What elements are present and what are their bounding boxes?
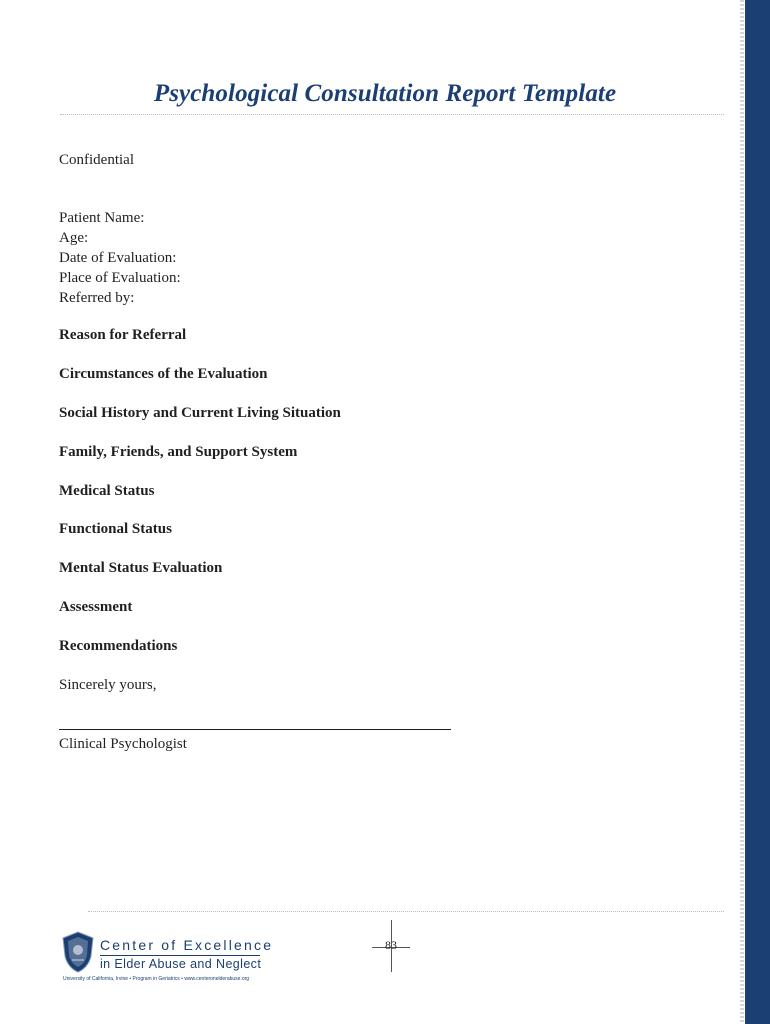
section-reason-for-referral: Reason for Referral (59, 327, 187, 343)
field-place-of-evaluation: Place of Evaluation: (59, 270, 181, 286)
page-number: 83 (385, 938, 397, 952)
closing-text: Sincerely yours, (59, 677, 157, 693)
title-divider (60, 114, 724, 115)
edge-stripe (740, 0, 744, 1024)
section-social-history: Social History and Current Living Situation (59, 405, 341, 421)
field-referred-by: Referred by: (59, 290, 135, 306)
confidential-label: Confidential (59, 152, 134, 168)
field-date-of-evaluation: Date of Evaluation: (59, 250, 177, 266)
edge-bar (745, 0, 770, 1024)
footer-divider (88, 911, 724, 912)
document-title: Psychological Consultation Report Template (153, 80, 617, 107)
section-family-support: Family, Friends, and Support System (59, 444, 298, 460)
shield-icon (60, 930, 96, 974)
signature-line (59, 729, 451, 730)
section-medical-status: Medical Status (59, 483, 155, 499)
section-recommendations: Recommendations (59, 638, 178, 654)
section-functional-status: Functional Status (59, 521, 172, 537)
logo-subtitle: in Elder Abuse and Neglect (100, 957, 262, 971)
logo-divider (100, 955, 260, 956)
signature-title: Clinical Psychologist (59, 736, 187, 752)
section-mental-status: Mental Status Evaluation (59, 560, 223, 576)
section-assessment: Assessment (59, 599, 133, 615)
field-age: Age: (59, 230, 89, 246)
logo-tagline: University of California, Irvine • Program in Geriatrics • www.centeronelderabuse.org (63, 976, 250, 982)
section-circumstances: Circumstances of the Evaluation (59, 366, 268, 382)
logo-title: Center of Excellence (100, 937, 274, 953)
field-patient-name: Patient Name: (59, 210, 145, 226)
